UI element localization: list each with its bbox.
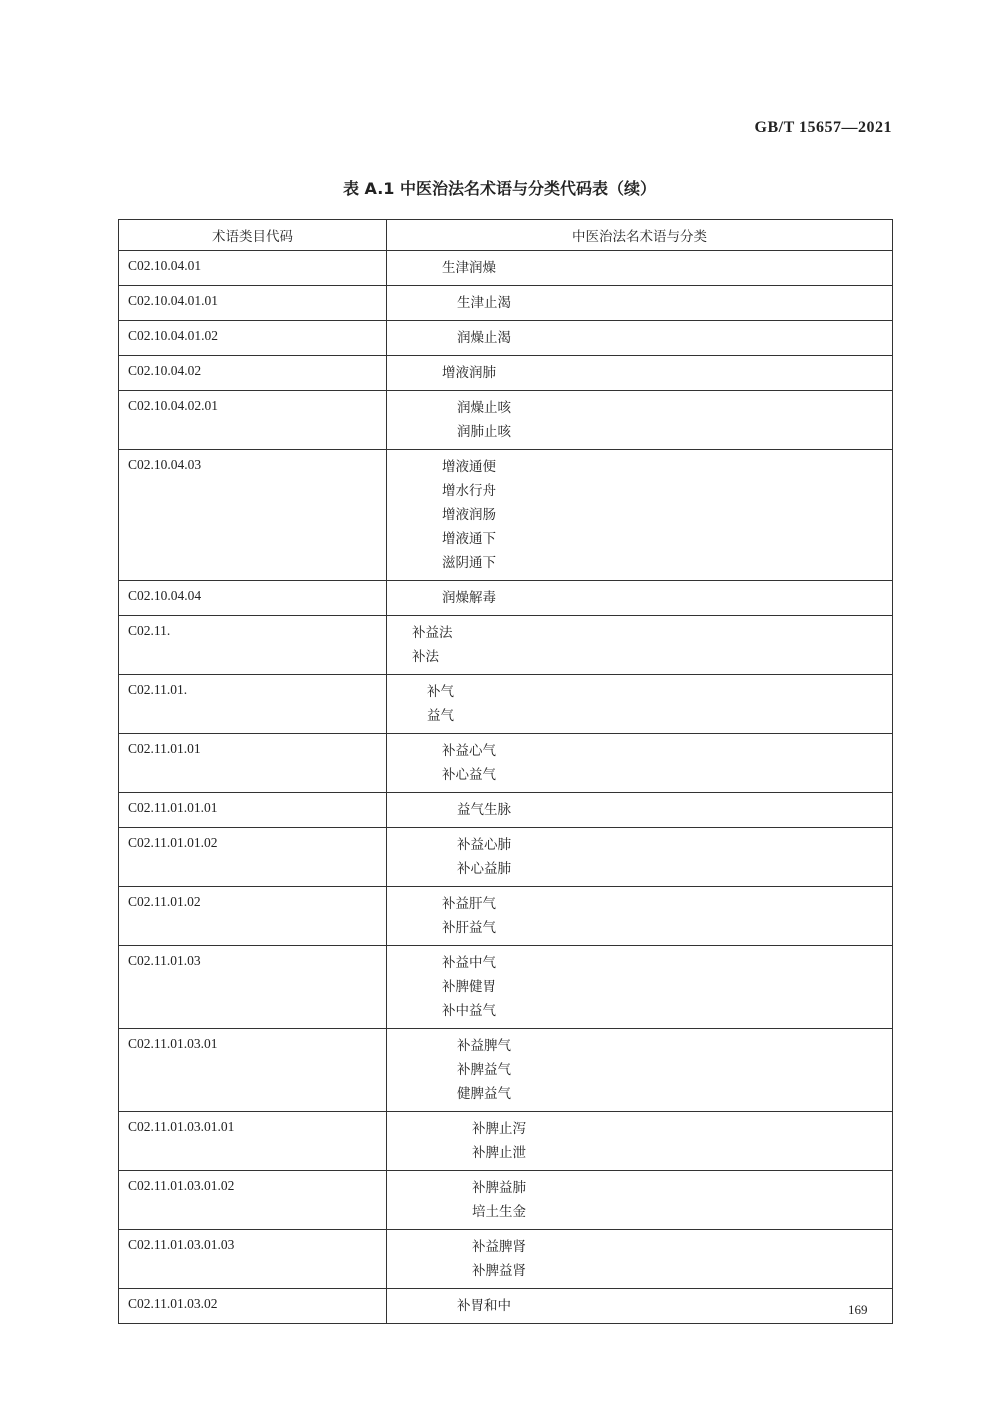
- table-row: [119, 391, 893, 450]
- term-name: 补脾益肺: [472, 1180, 526, 1196]
- category-code: C02.11.01.02: [119, 887, 387, 946]
- term-name: 增液润肺: [442, 365, 496, 381]
- terms-column-header: 中医治法名术语与分类: [387, 220, 893, 251]
- term-cell: [387, 1230, 893, 1289]
- term-name: 增液通便: [442, 459, 496, 475]
- term-cell: [387, 251, 893, 286]
- table-caption: 表 A.1 中医治法名术语与分类代码表（续）: [342, 179, 657, 198]
- table-row: [119, 1230, 893, 1289]
- category-code: C02.10.04.03: [119, 450, 387, 581]
- category-code: C02.11.01.: [119, 675, 387, 734]
- table-row: [119, 1112, 893, 1171]
- term-name: 补胃和中: [457, 1298, 511, 1314]
- category-code: C02.11.01.03.01: [119, 1029, 387, 1112]
- table-row: [119, 828, 893, 887]
- table-row: [119, 1171, 893, 1230]
- term-name: 补脾止泄: [472, 1145, 526, 1161]
- term-name: 补脾止泻: [472, 1121, 526, 1137]
- term-name: 补气: [427, 684, 454, 700]
- term-name: 益气生脉: [457, 802, 511, 818]
- table-row: [119, 887, 893, 946]
- category-code: C02.10.04.02: [119, 356, 387, 391]
- term-cell: [387, 1112, 893, 1171]
- category-code: C02.10.04.02.01: [119, 391, 387, 450]
- term-cell: [387, 887, 893, 946]
- term-cell: [387, 286, 893, 321]
- category-code: C02.10.04.04: [119, 581, 387, 616]
- term-name: 补益心气: [442, 743, 496, 759]
- term-cell: [387, 1171, 893, 1230]
- table-row: [119, 946, 893, 1029]
- term-name: 增液润肠: [442, 507, 496, 523]
- category-code: C02.11.01.01.01: [119, 793, 387, 828]
- term-cell: [387, 616, 893, 675]
- term-name: 补益肝气: [442, 896, 496, 912]
- term-name: 补法: [412, 649, 439, 665]
- table-row: [119, 1029, 893, 1112]
- term-cell: [387, 581, 893, 616]
- table-row: [119, 286, 893, 321]
- table-row: [119, 321, 893, 356]
- table-row: [119, 675, 893, 734]
- standard-number: GB/T 15657—2021: [754, 119, 892, 136]
- term-cell: [387, 734, 893, 793]
- category-code: C02.10.04.01.02: [119, 321, 387, 356]
- term-name: 润肺止咳: [457, 424, 511, 440]
- term-name: 增水行舟: [442, 483, 496, 499]
- category-code: C02.11.: [119, 616, 387, 675]
- term-name: 生津润燥: [442, 260, 496, 276]
- term-name: 润燥止咳: [457, 400, 511, 416]
- term-name: 增液通下: [442, 531, 496, 547]
- term-name: 补脾益气: [457, 1062, 511, 1078]
- term-name: 补益脾肾: [472, 1239, 526, 1255]
- term-name: 补益脾气: [457, 1038, 511, 1054]
- term-cell: [387, 356, 893, 391]
- term-name: 补心益气: [442, 767, 496, 783]
- category-code: C02.10.04.01.01: [119, 286, 387, 321]
- category-code: C02.11.01.01.02: [119, 828, 387, 887]
- table-row: [119, 251, 893, 286]
- term-name: 生津止渴: [457, 295, 511, 311]
- term-cell: [387, 321, 893, 356]
- term-name: 培土生金: [472, 1204, 526, 1220]
- term-name: 滋阴通下: [442, 555, 496, 571]
- table-row: [119, 356, 893, 391]
- term-name: 益气: [427, 708, 454, 724]
- table-header-row: [119, 220, 893, 251]
- term-cell: [387, 391, 893, 450]
- term-name: 润燥止渴: [457, 330, 511, 346]
- term-cell: [387, 450, 893, 581]
- term-name: 补肝益气: [442, 920, 496, 936]
- category-code: C02.11.01.03.01.01: [119, 1112, 387, 1171]
- term-name: 补益心肺: [457, 837, 511, 853]
- page-number: 169: [848, 1302, 868, 1317]
- term-cell: [387, 675, 893, 734]
- table-row: [119, 734, 893, 793]
- term-name: 润燥解毒: [442, 590, 496, 606]
- term-cell: [387, 793, 893, 828]
- term-name: 补心益肺: [457, 861, 511, 877]
- category-code: C02.10.04.01: [119, 251, 387, 286]
- term-name: 补益中气: [442, 955, 496, 971]
- table-row: [119, 1289, 893, 1324]
- term-code-table: [118, 219, 893, 1324]
- term-name: 健脾益气: [457, 1086, 511, 1102]
- category-code: C02.11.01.03.02: [119, 1289, 387, 1324]
- table-row: [119, 581, 893, 616]
- code-column-header: 术语类目代码: [119, 220, 387, 251]
- category-code: C02.11.01.03.01.02: [119, 1171, 387, 1230]
- term-cell: [387, 1029, 893, 1112]
- category-code: C02.11.01.03.01.03: [119, 1230, 387, 1289]
- term-name: 补中益气: [442, 1003, 496, 1019]
- table-row: [119, 450, 893, 581]
- category-code: C02.11.01.01: [119, 734, 387, 793]
- term-cell: [387, 946, 893, 1029]
- term-cell: [387, 1289, 893, 1324]
- category-code: C02.11.01.03: [119, 946, 387, 1029]
- term-cell: [387, 828, 893, 887]
- table-row: [119, 793, 893, 828]
- term-name: 补脾益肾: [472, 1263, 526, 1279]
- table-row: [119, 616, 893, 675]
- term-name: 补益法: [412, 625, 453, 641]
- term-name: 补脾健胃: [442, 979, 496, 995]
